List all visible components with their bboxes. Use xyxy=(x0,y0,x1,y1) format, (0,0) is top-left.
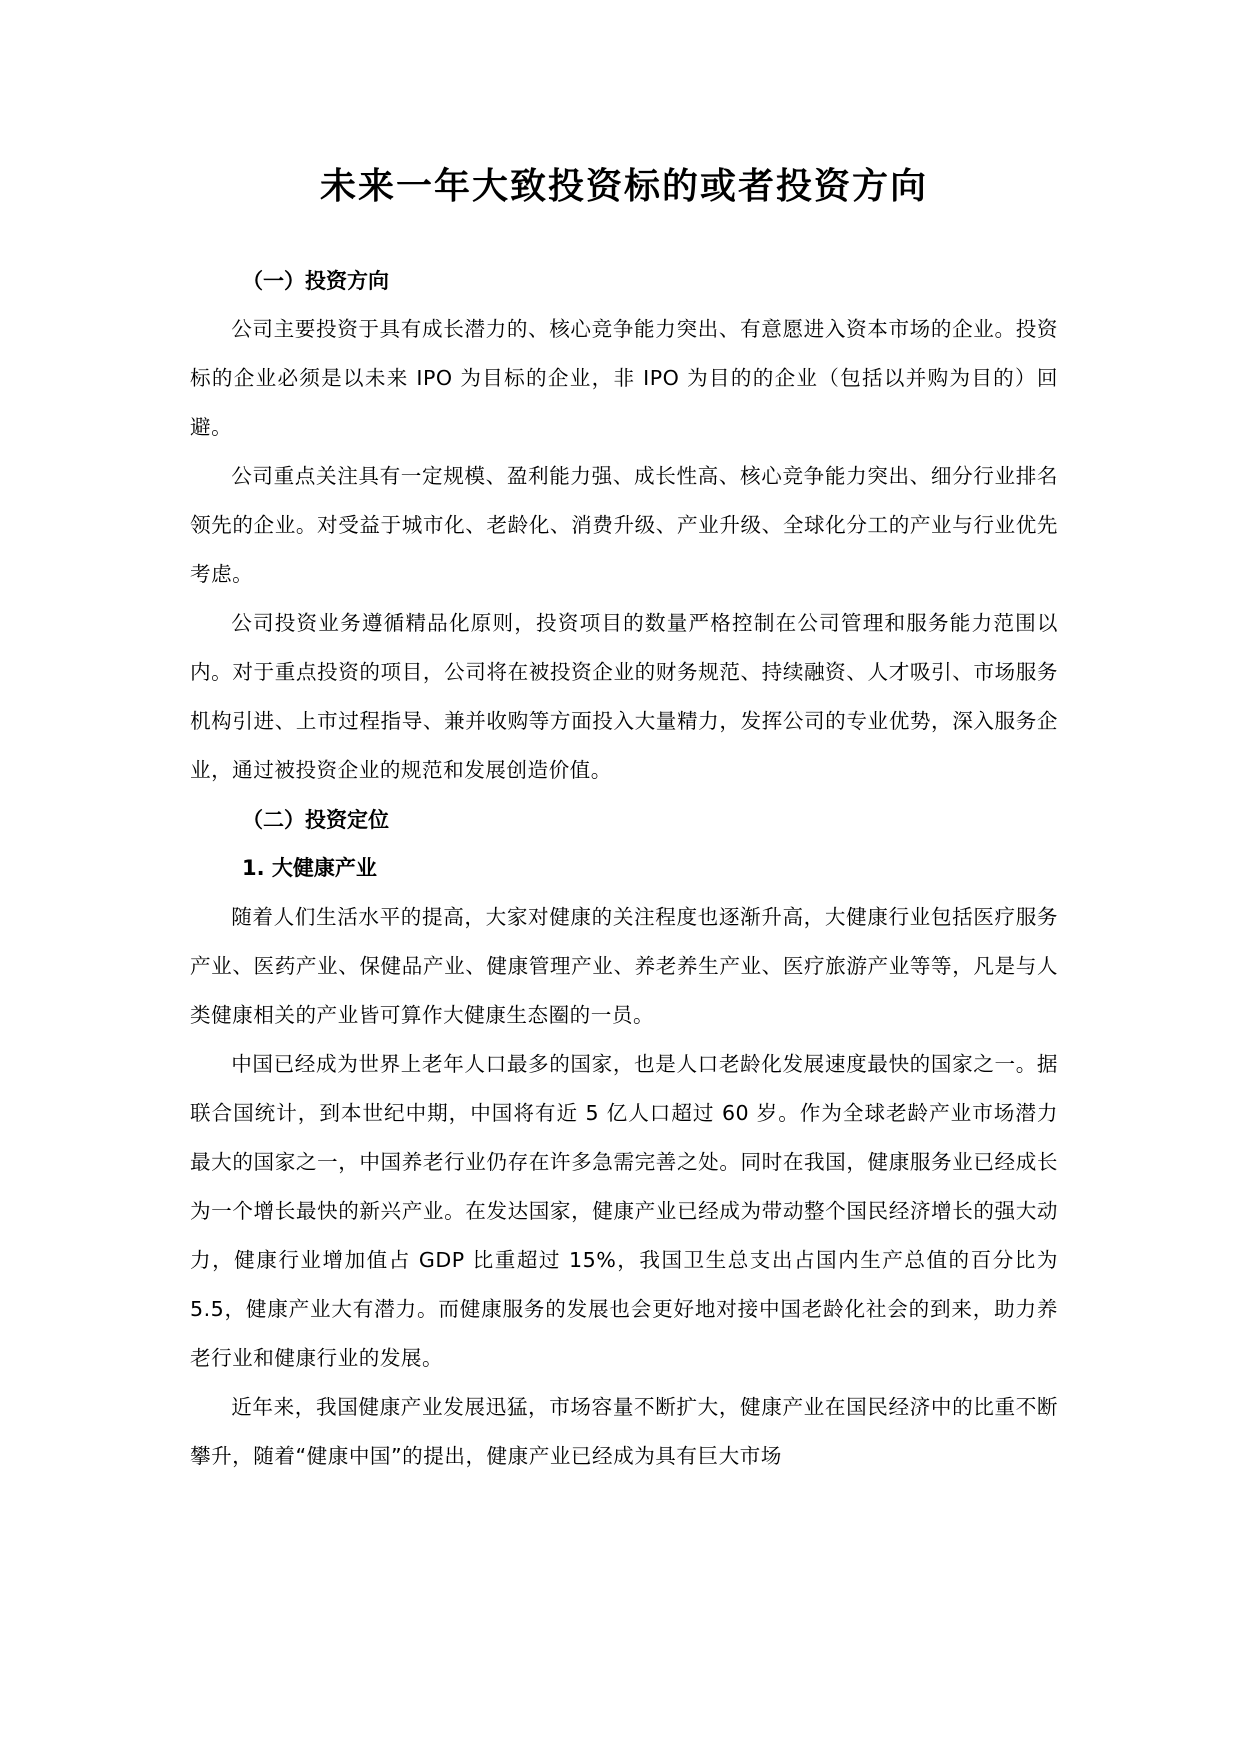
paragraph: 中国已经成为世界上老年人口最多的国家，也是人口老龄化发展速度最快的国家之一。据联合国统计，到本世纪中期，中国将有近 5 亿人口超过 60 岁。作为全球老龄产业市场潜力最大的国家之一，中国养老行业仍存在许多急需完善之处。同时在我国，健康服务业已经成长为一个增长最快的新兴产业。在发达国家，健康产业已经成为带动整个国民经济增长的强大动力，健康行业增加值占 GDP 比重超过 15%，我国卫生总支出占国内生产总值的百分比为 5.5，健康产业大有潜力。而健康服务的发展也会更好地对接中国老龄化社会的到来，助力养老行业和健康行业的发展。 xyxy=(190,1052,1058,1370)
document-title: 未来一年大致投资标的或者投资方向 xyxy=(319,165,928,207)
paragraph: 公司主要投资于具有成长潜力的、核心竞争能力突出、有意愿进入资本市场的企业。投资标的企业必须是以未来 IPO 为目标的企业，非 IPO 为目的的企业（包括以并购为目的）回避。 xyxy=(190,317,1058,439)
paragraph: 公司投资业务遵循精品化原则，投资项目的数量严格控制在公司管理和服务能力范围以内。对于重点投资的项目，公司将在被投资企业的财务规范、持续融资、人才吸引、市场服务机构引进、上市过程指导、兼并收购等方面投入大量精力，发挥公司的专业优势，深入服务企业，通过被投资企业的规范和发展创造价值。 xyxy=(190,611,1058,782)
paragraph: 公司重点关注具有一定规模、盈利能力强、成长性高、核心竞争能力突出、细分行业排名领先的企业。对受益于城市化、老龄化、消费升级、产业升级、全球化分工的产业与行业优先考虑。 xyxy=(190,464,1058,586)
section-heading-investment-positioning: （二）投资定位 xyxy=(242,807,389,832)
paragraph: 随着人们生活水平的提高，大家对健康的关注程度也逐渐升高，大健康行业包括医疗服务产业、医药产业、保健品产业、健康管理产业、养老养生产业、医疗旅游产业等等，凡是与人类健康相关的产业皆可算作大健康生态圈的一员。 xyxy=(190,905,1058,1027)
subsection-heading-health-industry: 1. 大健康产业 xyxy=(242,856,377,880)
paragraph: 近年来，我国健康产业发展迅猛，市场容量不断扩大，健康产业在国民经济中的比重不断攀升，随着“健康中国”的提出，健康产业已经成为具有巨大市场 xyxy=(190,1395,1058,1468)
section-heading-investment-direction: （一）投资方向 xyxy=(242,268,389,293)
document-page xyxy=(190,150,1058,1481)
